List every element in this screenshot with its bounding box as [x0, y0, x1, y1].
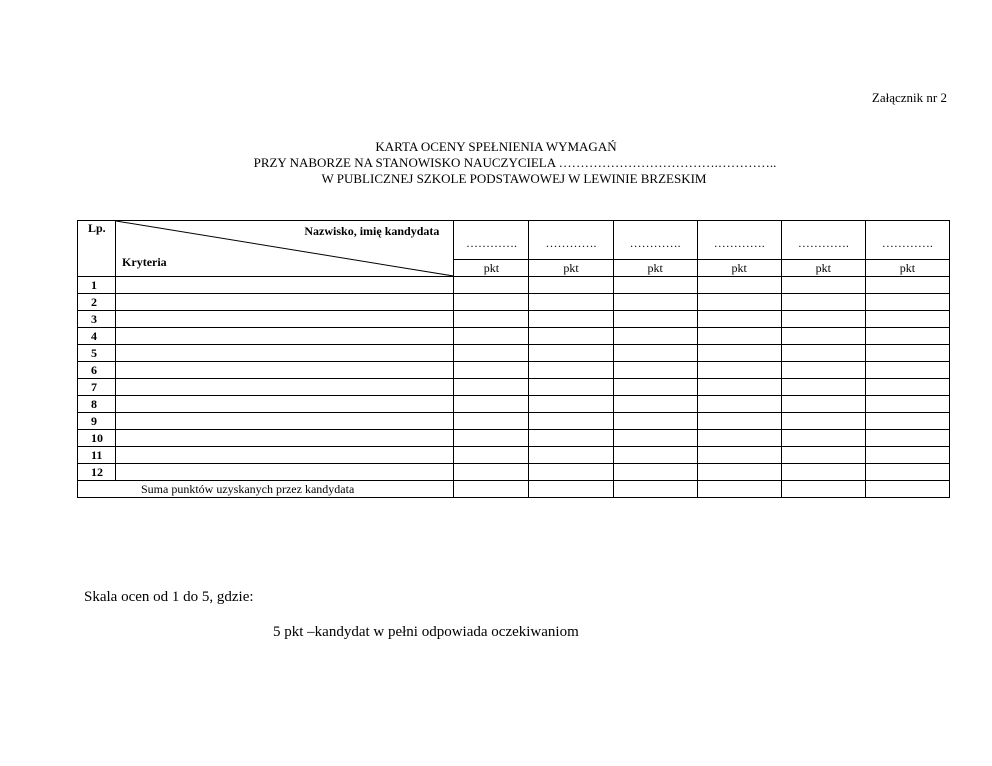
score-cell[interactable]	[697, 396, 781, 413]
score-cell[interactable]	[529, 447, 613, 464]
score-cell[interactable]	[613, 277, 697, 294]
title-line-2: PRZY NABORZE NA STANOWISKO NAUCZYCIELA ……………………………….…………..	[253, 155, 777, 170]
candidate-name-cell-4[interactable]: ………….	[697, 221, 781, 260]
score-cell[interactable]	[781, 277, 865, 294]
lp-header: Lp.	[78, 221, 116, 277]
title-line-1: KARTA OCENY SPEŁNIENIA WYMAGAŃ	[375, 139, 617, 154]
score-cell[interactable]	[529, 379, 613, 396]
score-cell[interactable]	[613, 328, 697, 345]
score-cell[interactable]	[781, 464, 865, 481]
table-row	[78, 447, 950, 464]
table-row	[78, 430, 950, 447]
criterion-cell[interactable]	[116, 379, 454, 396]
candidate-name-header: Nazwisko, imię kandydata	[304, 224, 440, 238]
score-cell[interactable]	[865, 447, 949, 464]
score-cell[interactable]	[613, 379, 697, 396]
score-cell[interactable]	[613, 362, 697, 379]
score-cell[interactable]	[454, 396, 529, 413]
criterion-cell[interactable]	[116, 464, 454, 481]
score-cell[interactable]	[613, 311, 697, 328]
points-label: pkt	[529, 260, 613, 277]
score-cell[interactable]	[454, 311, 529, 328]
table-row	[78, 328, 950, 345]
score-cell[interactable]	[781, 396, 865, 413]
criterion-cell[interactable]	[116, 328, 454, 345]
score-cell[interactable]	[781, 294, 865, 311]
score-cell[interactable]	[781, 413, 865, 430]
sum-score-cell[interactable]	[454, 481, 529, 498]
score-cell[interactable]	[613, 294, 697, 311]
score-cell[interactable]	[529, 277, 613, 294]
score-cell[interactable]	[454, 345, 529, 362]
score-cell[interactable]	[529, 345, 613, 362]
score-cell[interactable]	[529, 311, 613, 328]
score-cell[interactable]	[697, 379, 781, 396]
row-number: 11	[78, 447, 116, 464]
score-cell[interactable]	[454, 447, 529, 464]
row-number: 1	[78, 277, 116, 294]
row-number: 3	[78, 311, 116, 328]
document-title	[0, 139, 992, 187]
score-cell[interactable]	[865, 430, 949, 447]
score-cell[interactable]	[697, 294, 781, 311]
score-cell[interactable]	[529, 328, 613, 345]
score-cell[interactable]	[454, 294, 529, 311]
criterion-cell[interactable]	[116, 413, 454, 430]
score-cell[interactable]	[865, 328, 949, 345]
diagonal-header-cell	[116, 221, 454, 277]
score-cell[interactable]	[781, 345, 865, 362]
score-cell[interactable]	[529, 413, 613, 430]
title-line-3: W PUBLICZNEJ SZKOLE PODSTAWOWEJ W LEWINIE BRZESKIM	[321, 171, 707, 186]
score-cell[interactable]	[697, 464, 781, 481]
row-number: 8	[78, 396, 116, 413]
candidate-name-cell-3[interactable]: ………….	[613, 221, 697, 260]
header-row	[78, 221, 950, 260]
score-cell[interactable]	[865, 345, 949, 362]
table-row	[78, 379, 950, 396]
score-cell[interactable]	[454, 379, 529, 396]
criterion-cell[interactable]	[116, 430, 454, 447]
points-label: pkt	[454, 260, 529, 277]
criterion-cell[interactable]	[116, 294, 454, 311]
row-number: 9	[78, 413, 116, 430]
table-row	[78, 294, 950, 311]
score-cell[interactable]	[613, 396, 697, 413]
row-number: 12	[78, 464, 116, 481]
score-cell[interactable]	[613, 447, 697, 464]
score-cell[interactable]	[697, 430, 781, 447]
score-cell[interactable]	[697, 328, 781, 345]
score-cell[interactable]	[781, 362, 865, 379]
score-cell[interactable]	[865, 464, 949, 481]
table-row	[78, 464, 950, 481]
candidate-name-cell-6[interactable]: ………….	[865, 221, 949, 260]
sum-row	[78, 481, 950, 498]
score-cell[interactable]	[865, 379, 949, 396]
criterion-cell[interactable]	[116, 277, 454, 294]
row-number: 10	[78, 430, 116, 447]
points-label: pkt	[613, 260, 697, 277]
score-cell[interactable]	[529, 464, 613, 481]
sum-score-cell[interactable]	[865, 481, 949, 498]
score-cell[interactable]	[454, 464, 529, 481]
score-cell[interactable]	[697, 447, 781, 464]
scale-heading: Skala ocen od 1 do 5, gdzie:	[84, 589, 254, 605]
criteria-header: Kryteria	[122, 255, 167, 269]
table-row	[78, 311, 950, 328]
sum-score-cell[interactable]	[613, 481, 697, 498]
criterion-cell[interactable]	[116, 345, 454, 362]
score-cell[interactable]	[781, 311, 865, 328]
table-row	[78, 362, 950, 379]
scale-item: 5 pkt –kandydat w pełni odpowiada oczekiwaniom	[273, 624, 579, 640]
score-cell[interactable]	[454, 328, 529, 345]
criterion-cell[interactable]	[116, 396, 454, 413]
sum-score-cell[interactable]	[781, 481, 865, 498]
row-number: 7	[78, 379, 116, 396]
score-cell[interactable]	[865, 294, 949, 311]
row-number: 2	[78, 294, 116, 311]
score-cell[interactable]	[865, 277, 949, 294]
score-cell[interactable]	[781, 379, 865, 396]
candidate-name-cell-5[interactable]: ………….	[781, 221, 865, 260]
score-cell[interactable]	[454, 413, 529, 430]
table-row	[78, 345, 950, 362]
criterion-cell[interactable]	[116, 447, 454, 464]
score-cell[interactable]	[454, 277, 529, 294]
criterion-cell[interactable]	[116, 362, 454, 379]
table-row	[78, 277, 950, 294]
score-cell[interactable]	[865, 362, 949, 379]
score-cell[interactable]	[529, 430, 613, 447]
row-number: 6	[78, 362, 116, 379]
score-cell[interactable]	[697, 311, 781, 328]
evaluation-table	[77, 220, 950, 498]
score-cell[interactable]	[529, 396, 613, 413]
row-number: 5	[78, 345, 116, 362]
points-label: pkt	[865, 260, 949, 277]
score-cell[interactable]	[697, 277, 781, 294]
score-cell[interactable]	[454, 430, 529, 447]
points-label: pkt	[697, 260, 781, 277]
score-cell[interactable]	[613, 345, 697, 362]
score-cell[interactable]	[697, 345, 781, 362]
sum-label: Suma punktów uzyskanych przez kandydata	[78, 481, 454, 498]
score-cell[interactable]	[697, 362, 781, 379]
score-cell[interactable]	[613, 430, 697, 447]
points-label: pkt	[781, 260, 865, 277]
candidate-name-cell-1[interactable]: ………….	[454, 221, 529, 260]
criterion-cell[interactable]	[116, 311, 454, 328]
score-cell[interactable]	[529, 294, 613, 311]
score-cell[interactable]	[865, 311, 949, 328]
score-cell[interactable]	[781, 447, 865, 464]
candidate-name-cell-2[interactable]: ………….	[529, 221, 613, 260]
score-cell[interactable]	[697, 413, 781, 430]
sum-score-cell[interactable]	[697, 481, 781, 498]
score-cell[interactable]	[529, 362, 613, 379]
score-cell[interactable]	[865, 413, 949, 430]
row-number: 4	[78, 328, 116, 345]
score-cell[interactable]	[865, 396, 949, 413]
score-cell[interactable]	[613, 413, 697, 430]
attachment-label: Załącznik nr 2	[871, 90, 947, 105]
score-cell[interactable]	[781, 430, 865, 447]
score-cell[interactable]	[613, 464, 697, 481]
score-cell[interactable]	[781, 328, 865, 345]
score-cell[interactable]	[454, 362, 529, 379]
sum-score-cell[interactable]	[529, 481, 613, 498]
table-row	[78, 413, 950, 430]
table-row	[78, 396, 950, 413]
